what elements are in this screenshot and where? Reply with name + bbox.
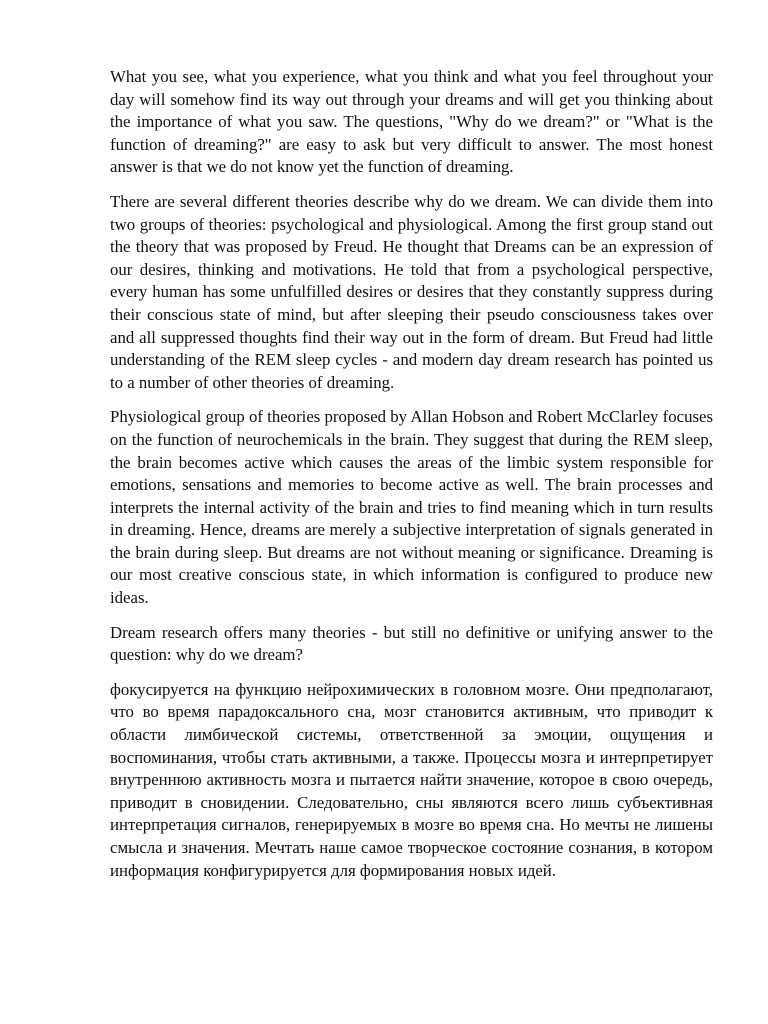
paragraph-intro: What you see, what you experience, what you think and what you feel throughout your day will somehow find its way out through your dreams and will get you thinking about the importance of what you saw. The questions, "Why do we dream?" or "What is the function of dreaming?" are easy to ask but very difficult to answer. The most honest answer is that we do not know yet the function of dreaming.	[110, 67, 713, 177]
paragraph-theories: There are several different theories describe why do we dream. We can divide them into two groups of theories: psychological and physiological. Among the first group stand out the theory that was proposed by Freud. He thought that Dreams can be an expression of our desires, thinking and motivations. He told that from a psychological perspective, every human has some unfulfilled desires or desires that they constantly suppress during their conscious state of mind, but after sleeping their pseudo consciousness takes over and all suppressed thoughts find their way out in the form of dream. But Freud had little understanding of the REM sleep cycles - and modern day dream research has pointed us to a number of other theories of dreaming.	[110, 191, 713, 392]
paragraph-russian: фокусируется на функцию нейрохимических в головном мозге. Они предполагают, что во время парадоксального сна, мозг становится активным, что приводит к области лимбической системы, ответственной за эмоции, ощущения и воспоминания, чтобы стать активными, а также. Процессы мозга и интерпретирует внутреннюю активность мозга и пытается найти значение, которое в свою очередь, приводит в сновидении. Следовательно, сны являются всего лишь субъективная интерпретация сигналов, генерируемых в мозге во время сна. Но мечты не лишены смысла и значения. Мечтать наше самое творческое состояние сознания, в котором информация конфигурируется для формирования новых идей.	[110, 679, 713, 880]
paragraph-physiological: Physiological group of theories proposed by Allan Hobson and Robert McClarley focuses on the function of neurochemicals in the brain. They suggest that during the REM sleep, the brain becomes active which causes the areas of the limbic system responsible for emotions, sensations and memories to become active as well. The brain processes and interprets the internal activity of the brain and tries to find meaning which in turn results in dreaming. Hence, dreams are merely a subjective interpretation of signals generated in the brain during sleep. But dreams are not without meaning or significance. Dreaming is our most creative conscious state, in which information is configured to produce new ideas.	[110, 407, 713, 608]
paragraph-conclusion: Dream research offers many theories - but still no definitive or unifying answer to the question: why do we dream?	[110, 622, 713, 665]
document-page	[110, 66, 713, 894]
